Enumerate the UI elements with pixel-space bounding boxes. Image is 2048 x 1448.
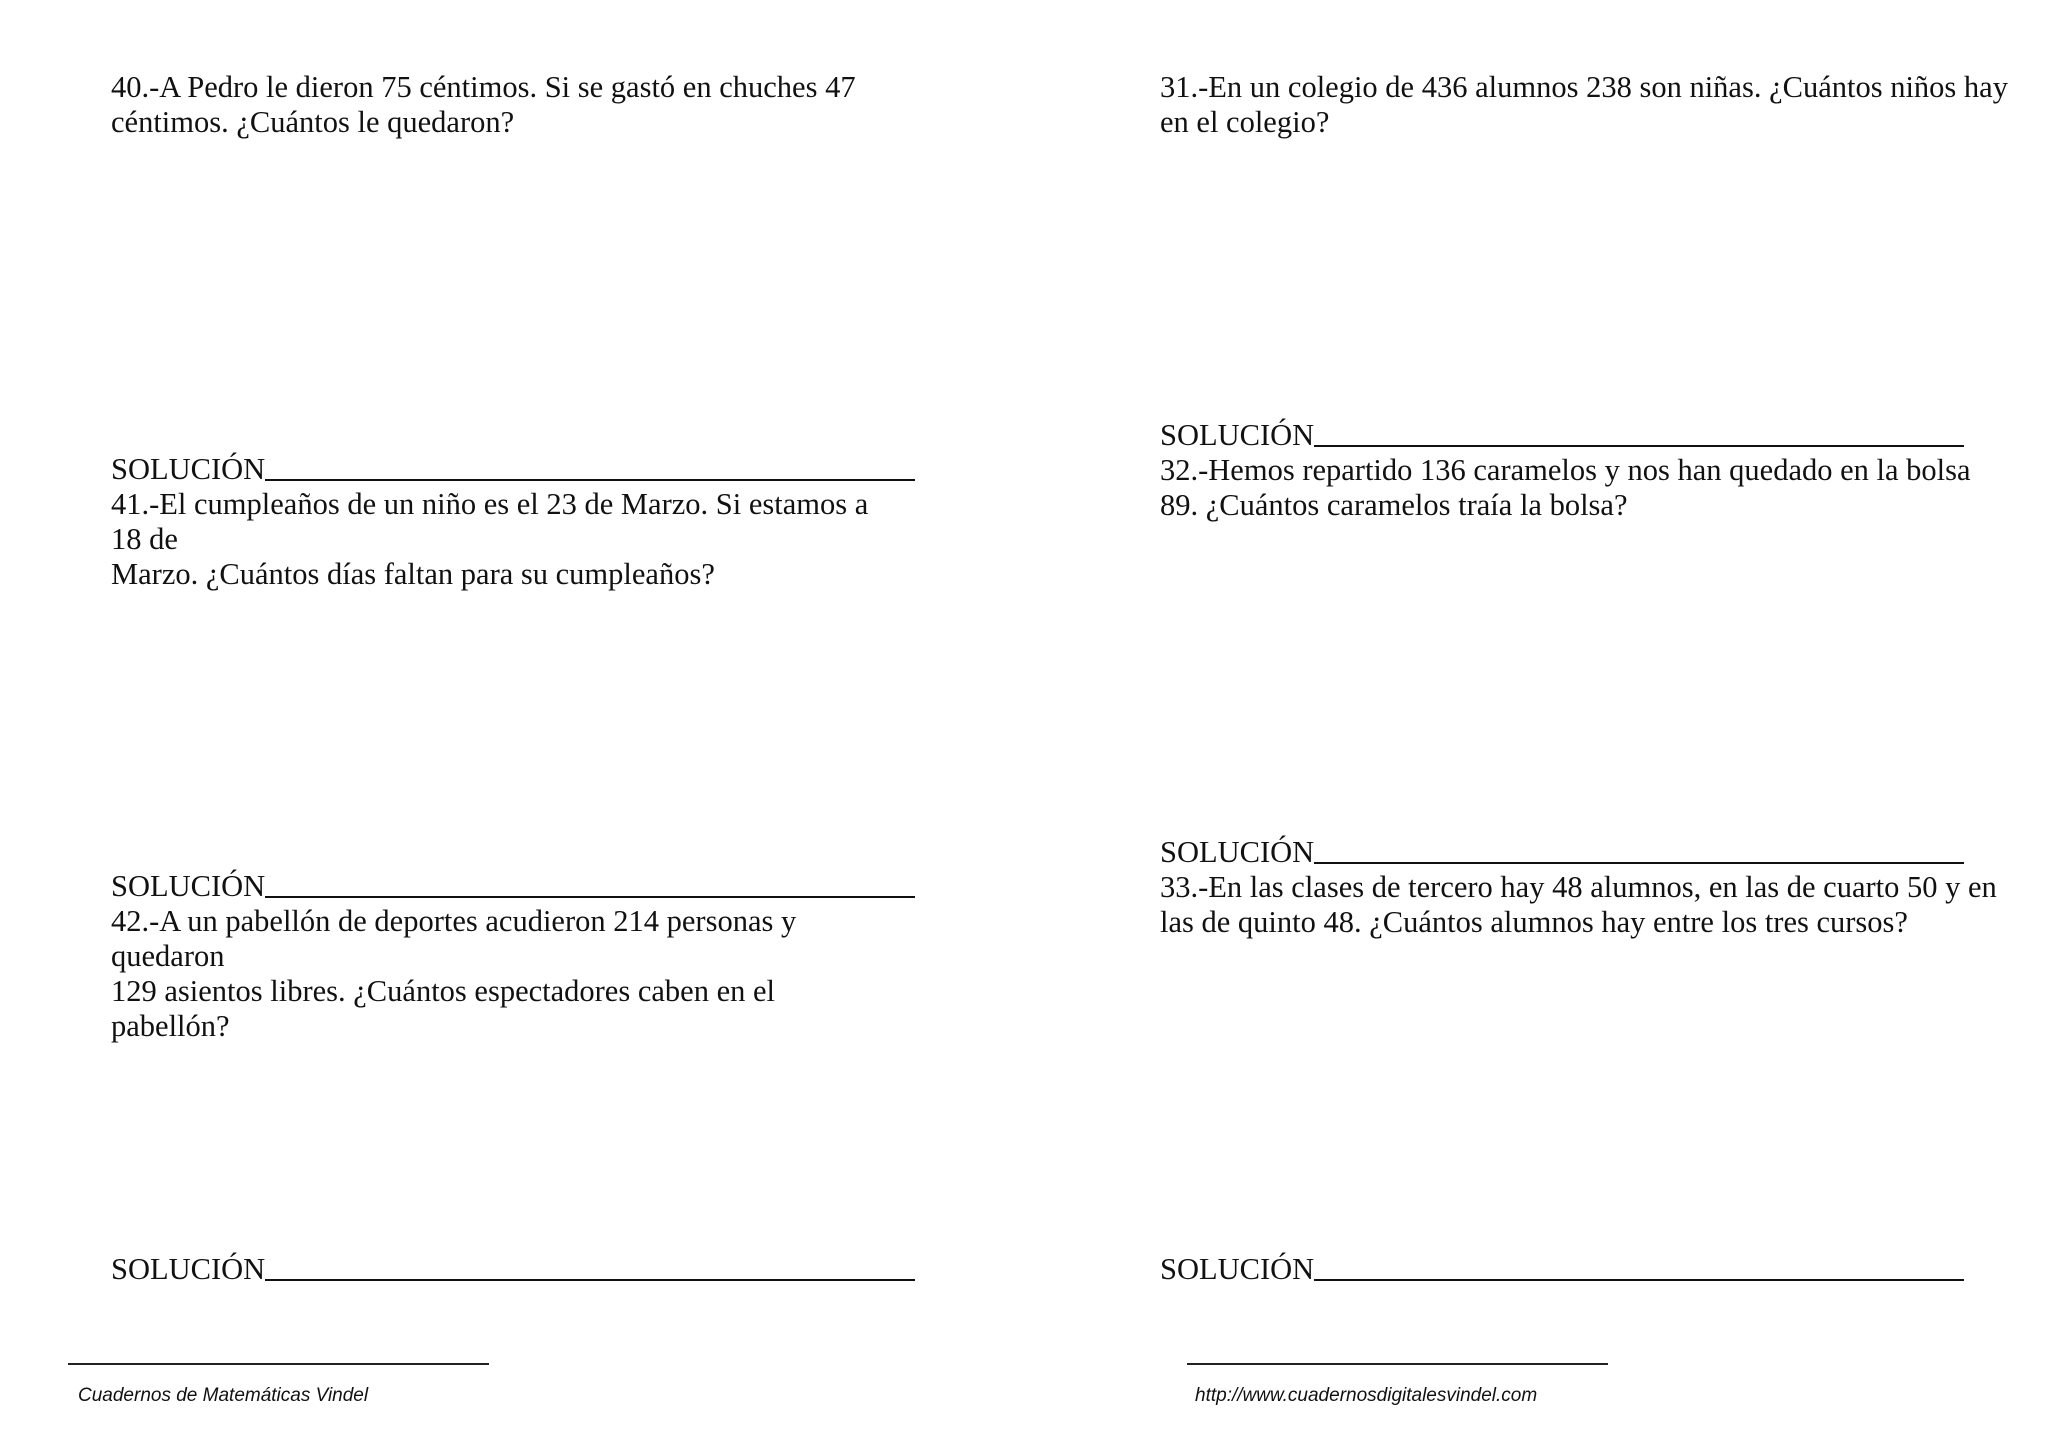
footer-url-link[interactable]: http://www.cuadernosdigitalesvindel.com [1195, 1385, 1538, 1406]
footer-rule-left [68, 1363, 489, 1365]
problem-33-text: 33.-En las clases de tercero hay 48 alumnos, en las de cuarto 50 y en las de quinto 48. ¿Cuántos alumnos hay entre los tres cursos? [1160, 870, 1997, 939]
solution-label: SOLUCIÓN [1160, 835, 1315, 869]
problem-31-text: 31.-En un colegio de 436 alumnos 238 son niñas. ¿Cuántos niños hay en el colegio? [1160, 70, 2008, 139]
answer-line[interactable] [265, 1279, 915, 1281]
solution-label: SOLUCIÓN [111, 869, 266, 903]
answer-line[interactable] [1314, 862, 1964, 864]
problem-41-text: 41.-El cumpleaños de un niño es el 23 de Marzo. Si estamos a 18 de Marzo. ¿Cuántos días faltan para su cumpleaños? [111, 487, 869, 591]
answer-line[interactable] [1314, 445, 1964, 447]
answer-line[interactable] [265, 896, 915, 898]
answer-line[interactable] [265, 479, 915, 481]
problem-42-text: 42.-A un pabellón de deportes acudieron 214 personas y quedaron 129 asientos libres. ¿Cuántos espectadores caben en el pabellón? [111, 904, 797, 1043]
solution-label: SOLUCIÓN [1160, 1252, 1315, 1286]
left-column [0, 0, 900, 1448]
problem-42-solution [111, 1252, 915, 1287]
problem-32-solution [1160, 835, 1964, 870]
problem-40-solution [111, 452, 915, 487]
footer-rule-right [1187, 1363, 1608, 1365]
problem-41-solution [111, 869, 915, 904]
solution-label: SOLUCIÓN [1160, 418, 1315, 452]
problem-40-text: 40.-A Pedro le dieron 75 céntimos. Si se gastó en chuches 47 céntimos. ¿Cuántos le quedaron? [111, 70, 856, 139]
solution-label: SOLUCIÓN [111, 1252, 266, 1286]
answer-line[interactable] [1314, 1279, 1964, 1281]
footer-title: Cuadernos de Matemáticas Vindel [78, 1385, 369, 1406]
problem-32-text: 32.-Hemos repartido 136 caramelos y nos han quedado en la bolsa 89. ¿Cuántos caramelos traía la bolsa? [1160, 453, 1971, 522]
problem-33-solution [1160, 1252, 1964, 1287]
solution-label: SOLUCIÓN [111, 452, 266, 486]
problem-31-solution [1160, 418, 1964, 453]
